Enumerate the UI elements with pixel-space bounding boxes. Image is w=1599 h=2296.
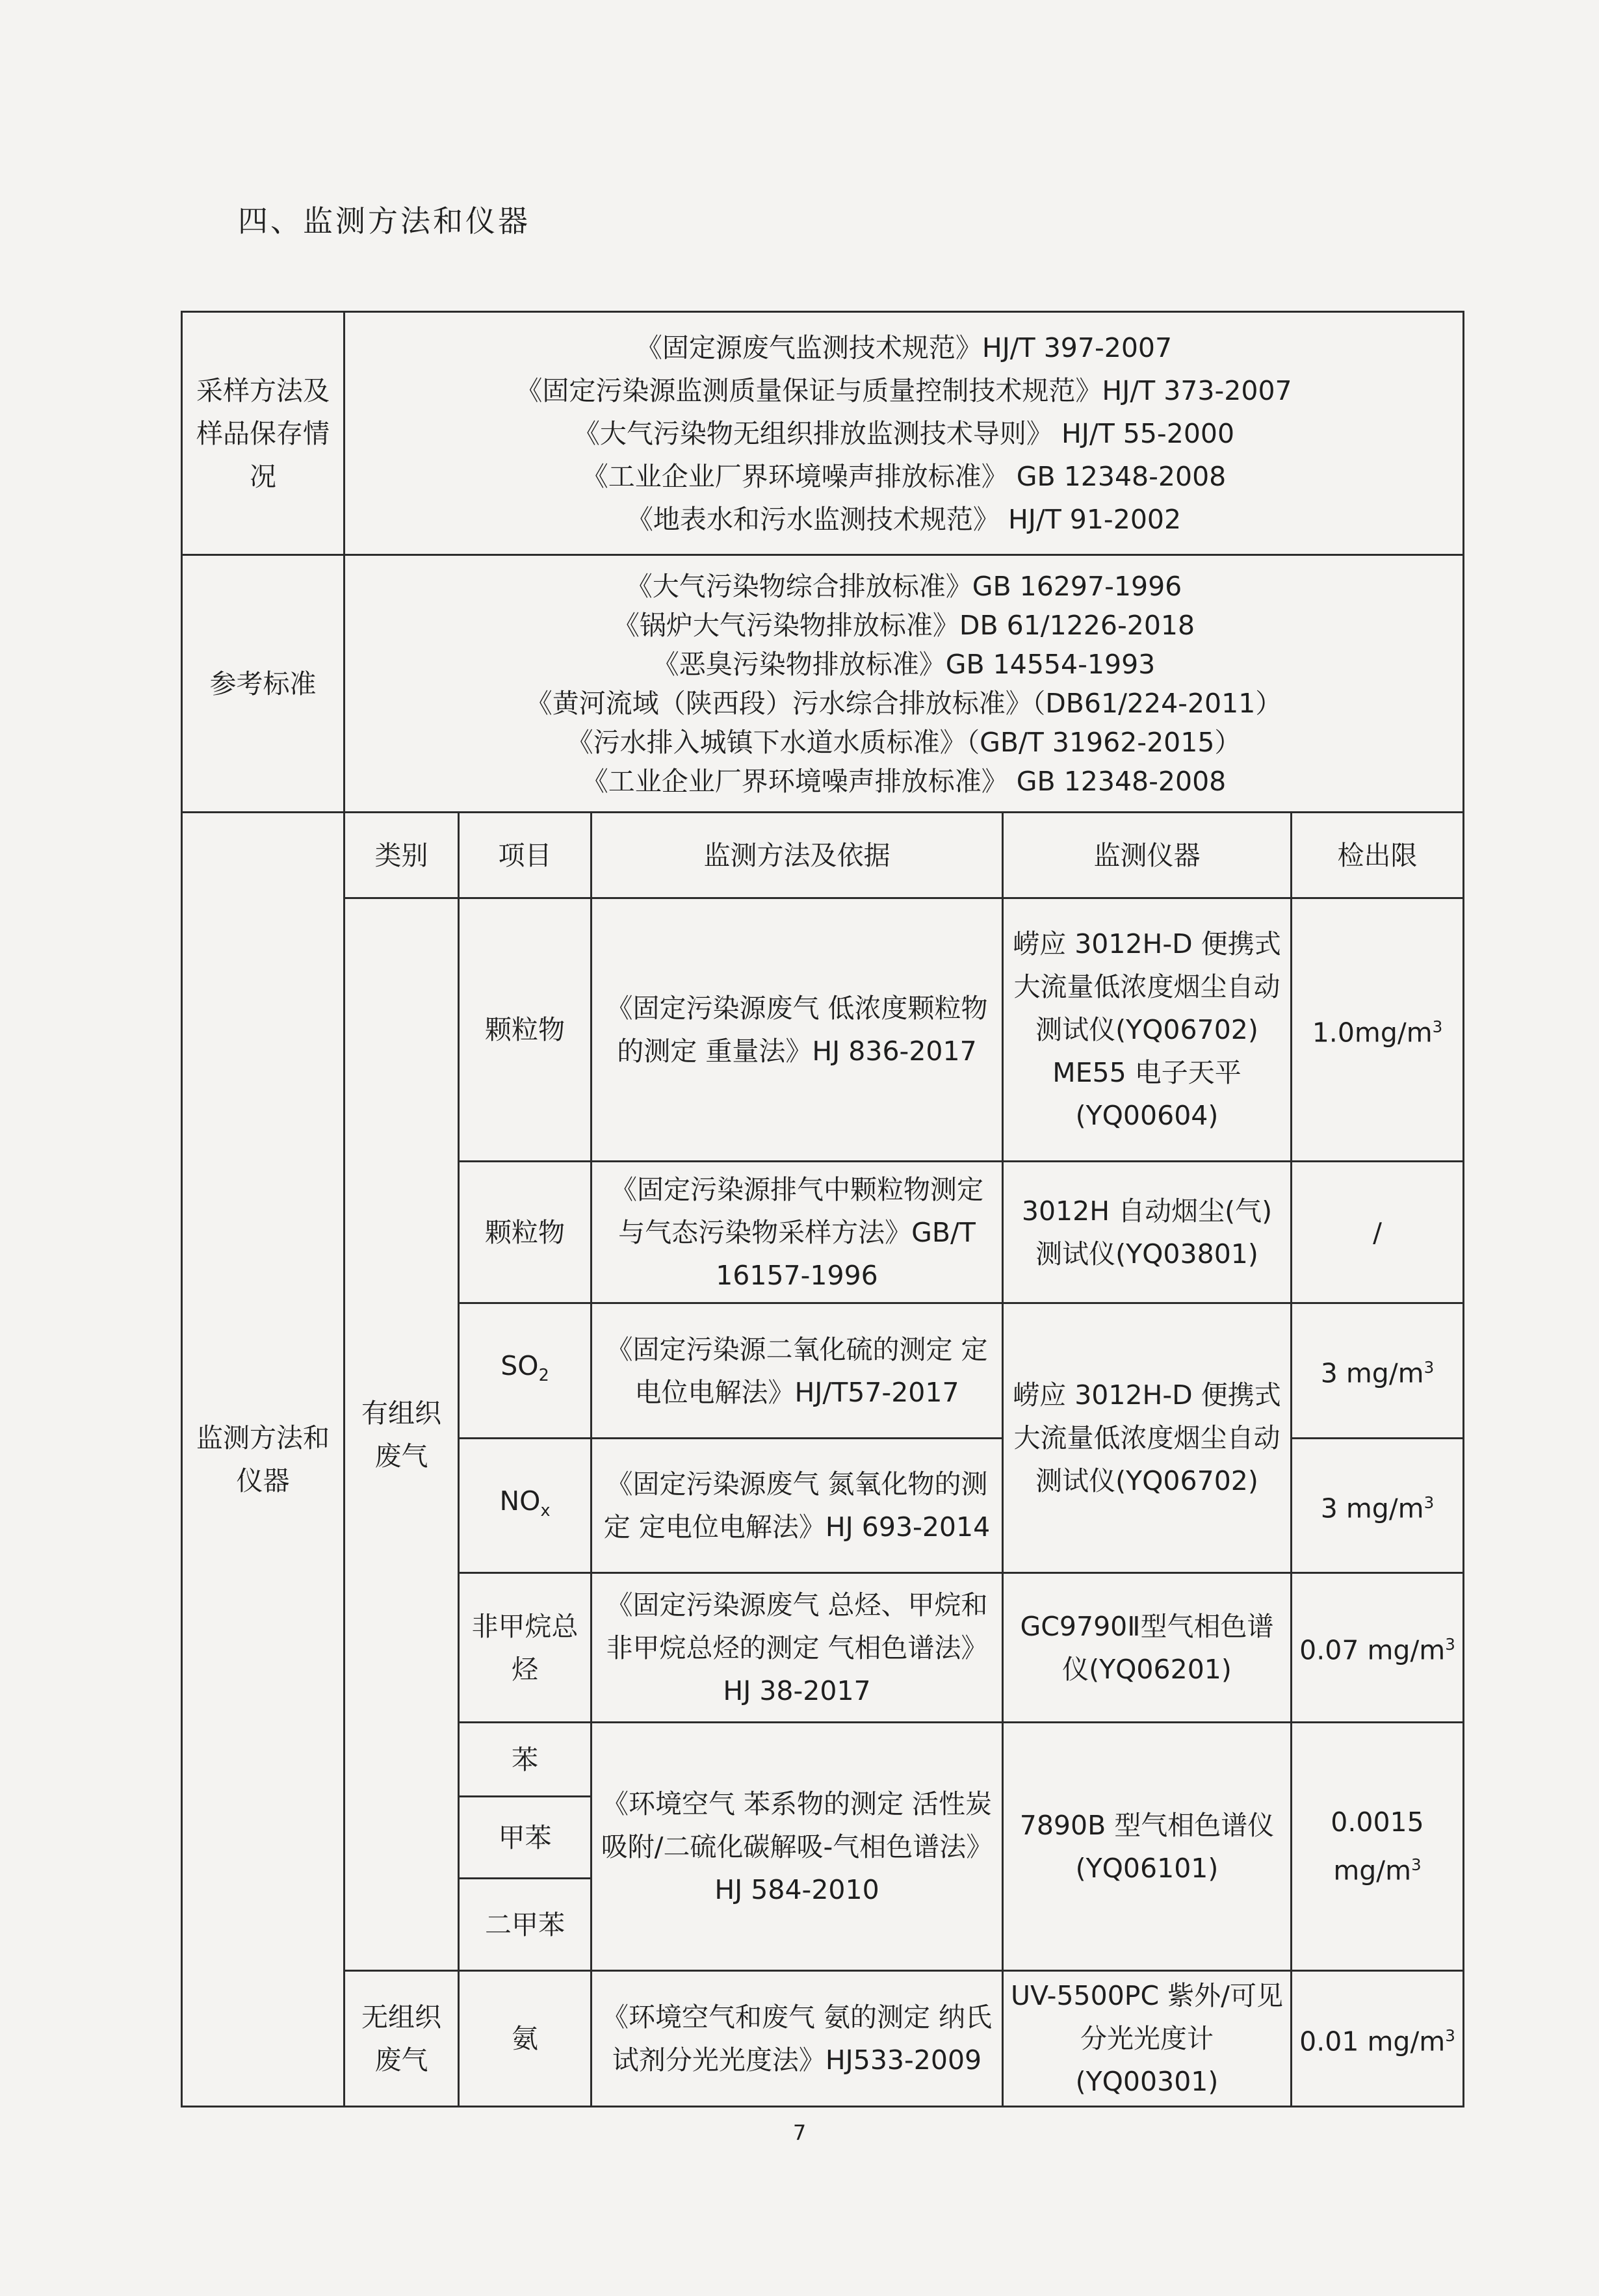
methods-header-row (182, 813, 1464, 898)
header-instrument: 监测仪器 (1003, 813, 1292, 898)
sampling-list (344, 312, 1464, 555)
header-category: 类别 (344, 813, 459, 898)
section-heading: 四、监测方法和仪器 (238, 203, 530, 239)
method-cell: 《固定污染源排气中颗粒物测定与气态污染物采样方法》GB/T 16157-1996 (592, 1162, 1003, 1303)
instrument-cell: 崂应 3012H-D 便携式大流量低浓度烟尘自动测试仪(YQ06702) ME55 电子天平(YQ00604) (1003, 898, 1292, 1162)
limit-cell: $1.0mg/m^3$ (1292, 898, 1464, 1162)
limit-cell: 0.07 $mg/m^3$ (1292, 1573, 1464, 1723)
methods-label: 监测方法和仪器 (182, 813, 344, 2107)
method-cell: 《固定污染源废气 氮氧化物的测定 定电位电解法》HJ 693-2014 (592, 1439, 1003, 1573)
instrument-cell: 崂应 3012H-D 便携式大流量低浓度烟尘自动测试仪(YQ06702) (1003, 1303, 1292, 1573)
limit-cell: 0.0015 $mg/m^3$ (1292, 1723, 1464, 1971)
sampling-row (182, 312, 1464, 555)
table-row (182, 898, 1464, 1162)
method-cell: 《环境空气 苯系物的测定 活性炭吸附/二硫化碳解吸-气相色谱法》HJ 584-2010 (592, 1723, 1003, 1971)
item-cell: $SO_2$ (459, 1303, 592, 1439)
page-number: 7 (792, 2120, 807, 2145)
item-cell: 氨 (459, 1971, 592, 2107)
item-cell: 甲苯 (459, 1797, 592, 1879)
sampling-label: 采样方法及样品保存情况 (182, 312, 344, 555)
reference-label: 参考标准 (182, 555, 344, 813)
limit-cell: 0.01 $mg/m^3$ (1292, 1971, 1464, 2107)
sampling-item: 《地表水和污水监测技术规范》 HJ/T 91-2002 (626, 503, 1182, 535)
sampling-item: 《工业企业厂界环境噪声排放标准》 GB 12348-2008 (581, 460, 1227, 492)
method-cell: 《固定污染源废气 总烃、甲烷和非甲烷总烃的测定 气相色谱法》HJ 38-2017 (592, 1573, 1003, 1723)
instrument-cell: 7890B 型气相色谱仪(YQ06101) (1003, 1723, 1292, 1971)
reference-item: 《工业企业厂界环境噪声排放标准》 GB 12348-2008 (581, 765, 1227, 797)
table-row (182, 1971, 1464, 2107)
reference-row (182, 555, 1464, 813)
reference-item: 《大气污染物综合排放标准》GB 16297-1996 (625, 570, 1182, 602)
instrument-cell: GC9790Ⅱ型气相色谱仪(YQ06201) (1003, 1573, 1292, 1723)
sampling-item: 《固定源废气监测技术规范》HJ/T 397-2007 (635, 332, 1173, 363)
item-cell: 颗粒物 (459, 898, 592, 1162)
item-cell: $NO_x$ (459, 1439, 592, 1573)
item-cell: 颗粒物 (459, 1162, 592, 1303)
method-cell: 《环境空气和废气 氨的测定 纳氏试剂分光光度法》HJ533-2009 (592, 1971, 1003, 2107)
instrument-cell: 3012H 自动烟尘(气)测试仪(YQ03801) (1003, 1162, 1292, 1303)
item-cell: 二甲苯 (459, 1879, 592, 1971)
item-cell: 苯 (459, 1723, 592, 1797)
limit-cell: 3 $mg/m^3$ (1292, 1303, 1464, 1439)
reference-item: 《污水排入城镇下水道水质标准》（GB/T 31962-2015） (566, 726, 1242, 758)
reference-item: 《黄河流域（陕西段）污水综合排放标准》（DB61/224-2011） (525, 687, 1282, 719)
limit-cell: 3 $mg/m^3$ (1292, 1439, 1464, 1573)
limit-cell: / (1292, 1162, 1464, 1303)
reference-item: 《恶臭污染物排放标准》GB 14554-1993 (652, 648, 1156, 680)
reference-list (344, 555, 1464, 813)
monitoring-methods-table (181, 311, 1464, 2107)
sampling-item: 《固定污染源监测质量保证与质量控制技术规范》HJ/T 373-2007 (515, 374, 1292, 406)
method-cell: 《固定污染源废气 低浓度颗粒物的测定 重量法》HJ 836-2017 (592, 898, 1003, 1162)
reference-item: 《锅炉大气污染物排放标准》DB 61/1226-2018 (612, 609, 1195, 641)
header-method: 监测方法及依据 (592, 813, 1003, 898)
header-item: 项目 (459, 813, 592, 898)
item-cell: 非甲烷总烃 (459, 1573, 592, 1723)
sampling-item: 《大气污染物无组织排放监测技术导则》 HJ/T 55-2000 (573, 417, 1235, 449)
category-organized: 有组织废气 (344, 898, 459, 1971)
instrument-cell: UV-5500PC 紫外/可见分光光度计(YQ00301) (1003, 1971, 1292, 2107)
category-unorganized: 无组织废气 (344, 1971, 459, 2107)
method-cell: 《固定污染源二氧化硫的测定 定电位电解法》HJ/T57-2017 (592, 1303, 1003, 1439)
header-limit: 检出限 (1292, 813, 1464, 898)
